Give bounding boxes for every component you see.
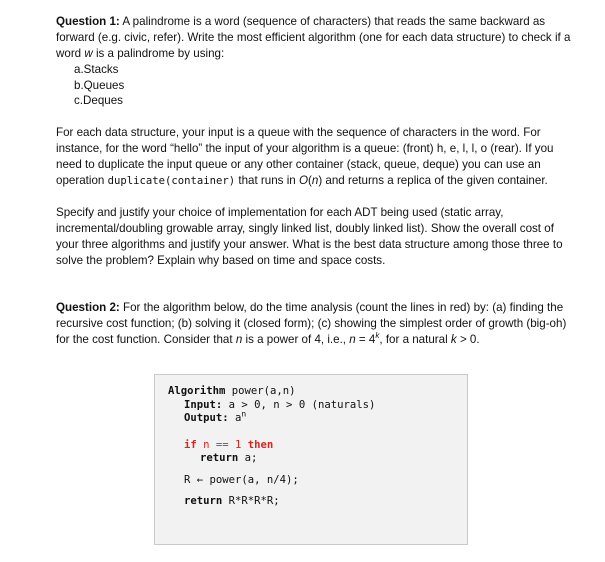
algo-signature: power(a,n) [225, 385, 296, 397]
big-o-letter: O [298, 173, 308, 187]
word-variable: w [84, 47, 93, 60]
input-keyword: Input: [184, 398, 223, 411]
q2-text-d: , for a natural [379, 332, 451, 346]
para2-text-c: and returns a replica of the given container. [322, 173, 548, 187]
algo-recursive-call-line: R ← power(a, n/4); [184, 473, 299, 486]
question-1-paragraph-3: Specify and justify your choice of implementation for each ADT being used (static array, incremental/doubling growable array, singly linked list, doubly linked list). Show the overall cost of your three algorithms and justify your answer. What is the best data structure among those three to solve the problem? Explain why based on time and space costs. [56, 205, 563, 267]
algorithm-box [154, 374, 468, 545]
question-1-intro [56, 14, 576, 62]
question-1-paragraph-2 [56, 125, 576, 189]
q2-text-b: is a power of 4, i.e., [242, 332, 350, 346]
algo-return-base-line [168, 452, 375, 466]
q2-text-a: For the algorithm below, do the time analysis (count the lines in red) by: (a) finding the recursive cost function; (b) solving it (closed form); (c) showing the simplest order of growth (big-oh) for the cost function. Consider that [56, 300, 567, 346]
algorithm-code [168, 385, 375, 509]
option-queues: b.Queues [74, 78, 125, 92]
algo-input-line [168, 399, 375, 413]
return-base-value: a; [238, 452, 258, 464]
algo-header-line [168, 385, 375, 399]
duplicate-code: duplicate(container) [107, 174, 236, 187]
q2-n-1: n [235, 332, 243, 346]
algo-keyword: Algorithm [168, 385, 226, 397]
option-stacks: a.Stacks [74, 63, 119, 76]
algo-if-line [168, 439, 375, 453]
question-2-label: Question 2: [56, 300, 120, 314]
question-1-label: Question 1: [56, 15, 120, 28]
data-structure-options [74, 62, 576, 109]
para2-text-b: that runs in [235, 173, 299, 187]
big-o-paren-open: ( [307, 173, 312, 187]
question-2-text [56, 300, 576, 348]
output-keyword: Output: [184, 412, 229, 424]
para2-text-a: For each data structure, your input is a queue with the sequence of characters in the word. For instance, for the word “hello” the input of your algorithm is a queue: (front) h, e, l, l, o (rear). If you need to duplicate the input queue or any other container (stack, queue, deque) you can use an operation [56, 125, 554, 187]
question-1-text-b: is a palindrome by using: [92, 47, 225, 60]
return-keyword-2: return [184, 495, 223, 507]
q2-k-superscript: k [375, 330, 380, 340]
document-page [56, 14, 576, 348]
algo-return-final-line [168, 495, 375, 509]
then-keyword: then [247, 438, 274, 451]
return-final-value: R*R*R*R; [222, 495, 280, 507]
output-superscript: n [241, 409, 247, 419]
if-condition: n == 1 [196, 438, 248, 451]
q2-text-e: > 0. [456, 332, 480, 346]
big-o-n: n [311, 173, 319, 187]
input-description: a > 0, n > 0 (naturals) [222, 398, 376, 411]
q2-k: k [450, 332, 457, 346]
big-o-paren-close: ) [318, 173, 323, 187]
output-description: a [228, 412, 242, 424]
return-keyword-1: return [200, 452, 239, 464]
q2-text-c: = 4 [355, 332, 376, 346]
option-deques: c.Deques [74, 94, 123, 108]
algo-output-line [168, 409, 375, 426]
q2-n-2: n [349, 332, 356, 346]
question-1-text-a: A palindrome is a word (sequence of characters) that reads the same backward as forward (e.g. civic, refer). Write the most efficient algorithm (one for each data structure) to check if a word [56, 15, 571, 60]
if-keyword: if [184, 438, 197, 451]
